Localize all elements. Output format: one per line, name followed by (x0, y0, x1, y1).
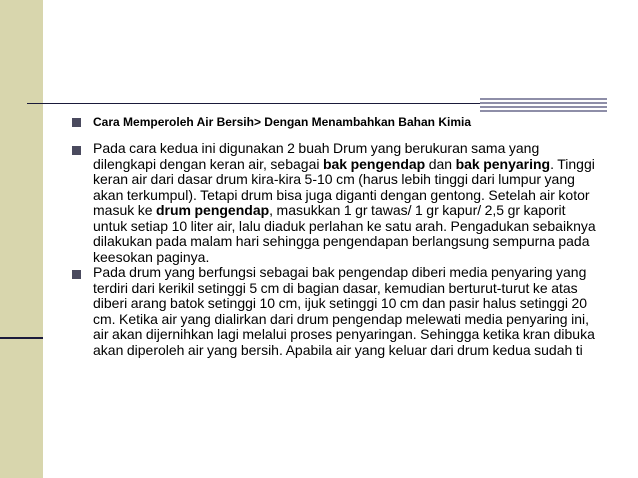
paragraph-1-text: dan (425, 155, 456, 172)
paragraph-1 (93, 141, 602, 265)
paragraph-1-text: . Tinggi keran air dari dasar drum kira-kira 5-10 cm (harus lebih tinggi dari lumpur yang akan terkumpul). Tetapi drum bisa juga diganti dengan gentong. Setelah air kotor masuk ke (93, 155, 595, 218)
square-bullet-icon (72, 146, 81, 155)
term-drum-pengendap: drum pengendap (156, 202, 270, 218)
accent-stripes (480, 98, 607, 112)
accent-stripe (480, 102, 607, 104)
slide-subtitle: Cara Memperoleh Air Bersih> Dengan Menambahkan Bahan Kimia (93, 115, 471, 129)
paragraph-1-text: , masukkan 1 gr tawas/ 1 gr kapur/ 2,5 gr kaporit untuk setiap 10 liter air, lalu diaduk perlahan ke satu arah. Pengadukan sebaiknya dilakukan pada malam hari sehingga pengendapan berlangsung sempurna pada keesokan paginya. (93, 202, 596, 265)
accent-stripe (480, 106, 607, 108)
term-bak-penyaring: bak penyaring (455, 155, 551, 172)
bullet-item-subtitle (72, 112, 602, 132)
left-band-divider (0, 337, 43, 339)
square-bullet-icon (72, 270, 81, 279)
bullet-item-paragraph-1 (72, 141, 602, 265)
term-bak-pengendap: bak pengendap (322, 155, 426, 172)
left-decorative-band (0, 0, 43, 478)
accent-stripe (480, 98, 607, 100)
paragraph-1-text: Pada cara kedua ini digunakan 2 buah Drum yang berukuran sama yang dilengkapi dengan keran air, sebagai (93, 140, 540, 172)
paragraph-2: Pada drum yang berfungsi sebagai bak pengendap diberi media penyaring yang terdiri dari kerikil setinggi 5 cm di bagian dasar, kemudian berturut-turut ke atas diberi arang batok setinggi 10 cm, ijuk setinggi 10 cm dan pasir halus setinggi 20 cm. Ketika air yang dialirkan dari drum pengendap melewati media penyaring ini, air akan dijernihkan lagi melalui proses penyaringan. Sehingga ketika kran dibuka akan diperoleh air yang bersih. Apabila air yang keluar dari drum kedua sudah ti (93, 264, 595, 358)
slide-content (72, 112, 602, 358)
square-bullet-icon (72, 118, 81, 127)
bullet-item-paragraph-2 (72, 265, 602, 358)
